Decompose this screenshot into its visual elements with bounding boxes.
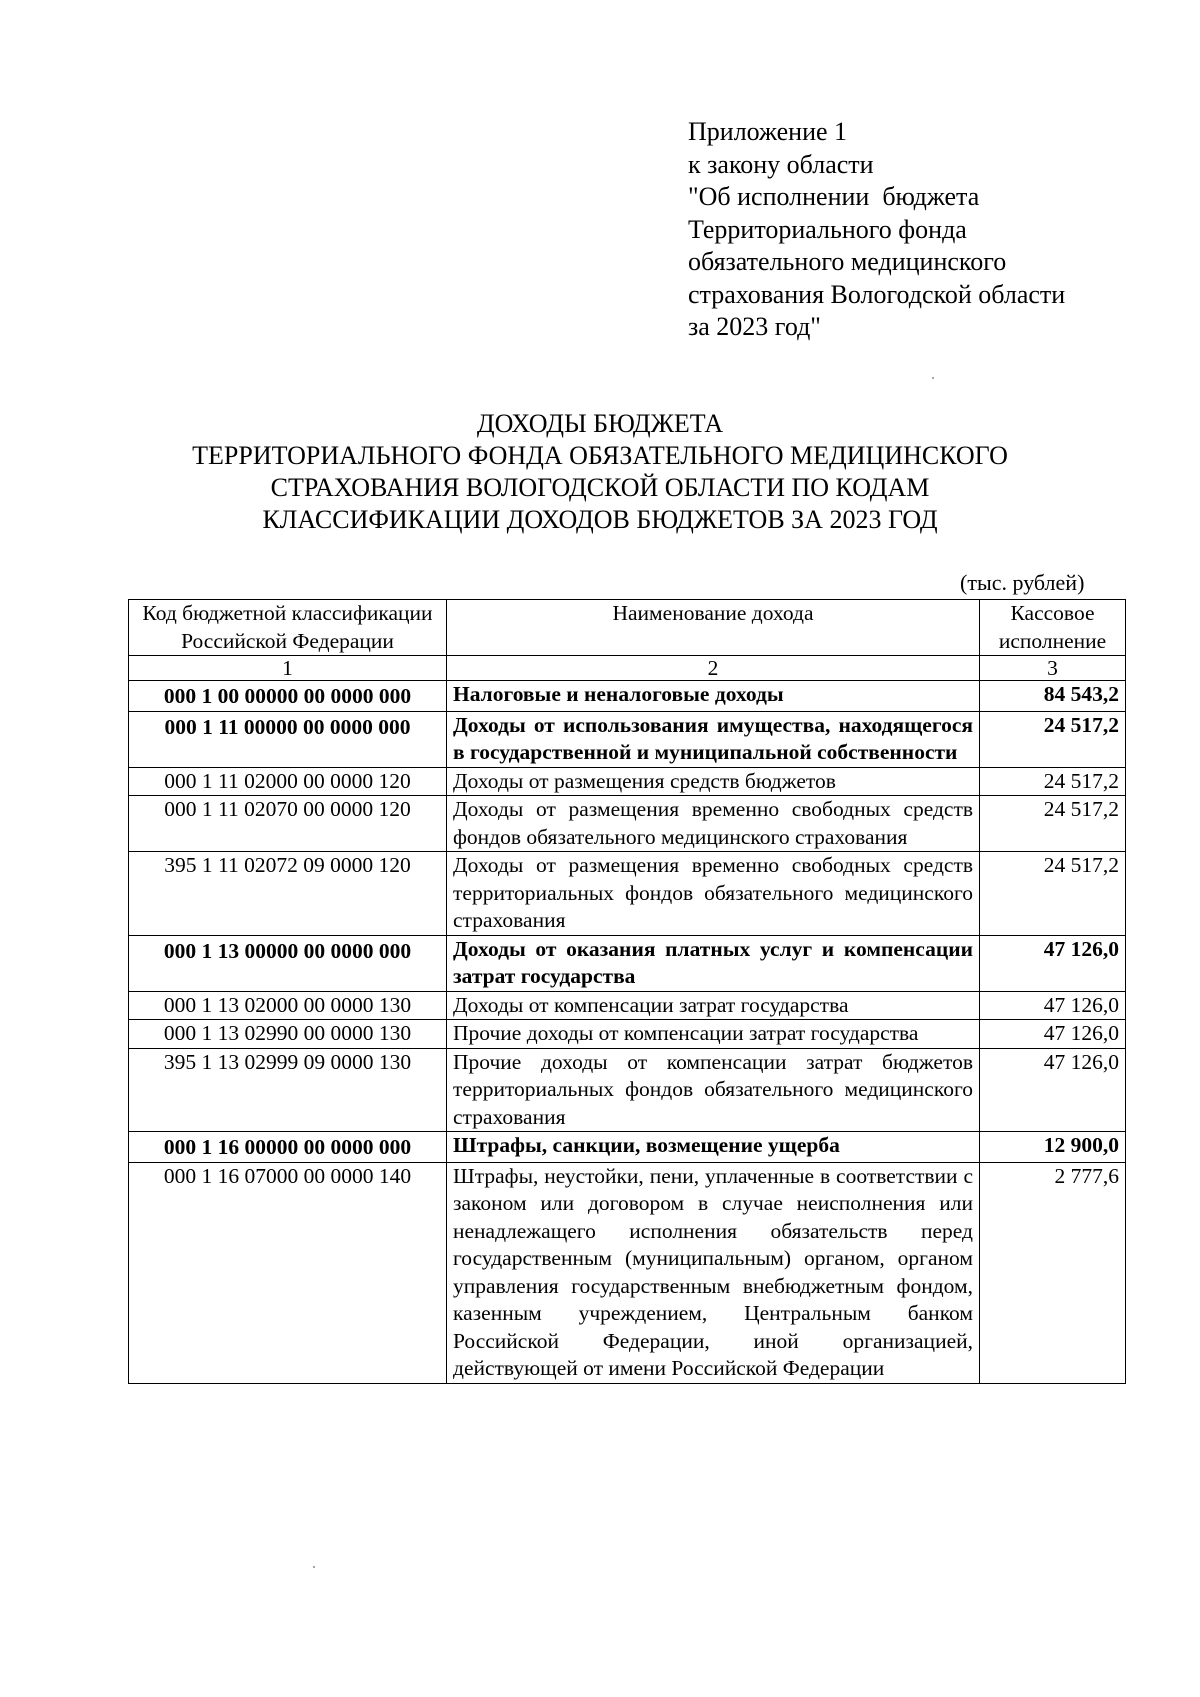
- row-amount: 12 900,0: [980, 1132, 1126, 1163]
- scan-speck: [932, 377, 934, 379]
- units-label: (тыс. рублей): [960, 570, 1085, 595]
- row-name: Доходы от оказания платных услуг и компенсации затрат государства: [447, 935, 980, 991]
- appendix-line: обязательного медицинского: [688, 247, 1007, 276]
- appendix-line: к закону области: [688, 149, 874, 179]
- row-amount: 47 126,0: [980, 991, 1126, 1020]
- column-number: 2: [447, 656, 980, 681]
- title-line: КЛАССИФИКАЦИИ ДОХОДОВ БЮДЖЕТОВ ЗА 2023 ГОД: [262, 505, 938, 534]
- table-row: [129, 1132, 1126, 1163]
- row-amount: 84 543,2: [980, 681, 1126, 712]
- row-code: 000 1 11 00000 00 0000 000: [129, 711, 447, 767]
- row-name: Доходы от использования имущества, находящегося в государственной и муниципальной собственности: [447, 711, 980, 767]
- row-code: 000 1 13 02990 00 0000 130: [129, 1020, 447, 1049]
- title-line: СТРАХОВАНИЯ ВОЛОГОДСКОЙ ОБЛАСТИ ПО КОДАМ: [270, 473, 930, 502]
- table-row: [129, 935, 1126, 991]
- row-code: 395 1 11 02072 09 0000 120: [129, 852, 447, 936]
- table-row: [129, 1162, 1126, 1383]
- header-name: Наименование дохода: [447, 600, 980, 656]
- appendix-line: "Об исполнении бюджета: [688, 182, 980, 211]
- row-name: Прочие доходы от компенсации затрат государства: [447, 1020, 980, 1049]
- row-code: 395 1 13 02999 09 0000 130: [129, 1048, 447, 1132]
- header-amount: Кассовое исполнение: [980, 600, 1126, 656]
- row-code: 000 1 13 02000 00 0000 130: [129, 991, 447, 1020]
- title-line: ДОХОДЫ БЮДЖЕТА: [476, 409, 724, 438]
- table-body: [129, 681, 1126, 1384]
- table-row: [129, 681, 1126, 712]
- row-code: 000 1 16 07000 00 0000 140: [129, 1162, 447, 1383]
- row-code: 000 1 13 00000 00 0000 000: [129, 935, 447, 991]
- appendix-line: за 2023 год": [688, 312, 821, 341]
- row-code: 000 1 11 02000 00 0000 120: [129, 767, 447, 796]
- title-line: ТЕРРИТОРИАЛЬНОГО ФОНДА ОБЯЗАТЕЛЬНОГО МЕДИЦИНСКОГО: [192, 441, 1008, 470]
- row-amount: 47 126,0: [980, 1048, 1126, 1132]
- row-amount: 24 517,2: [980, 852, 1126, 936]
- row-amount: 24 517,2: [980, 711, 1126, 767]
- row-amount: 47 126,0: [980, 1020, 1126, 1049]
- row-name: Штрафы, неустойки, пени, уплаченные в соответствии с законом или договором в случае неисполнения или ненадлежащего исполнения обязательств перед государственным (муниципальным) органом, органом управления государственным внебюджетным фондом, казенным учреждением, Центральным банком Российской Федерации, иной организацией, действующей от имени Российской Федерации: [447, 1162, 980, 1383]
- table-row: [129, 1020, 1126, 1049]
- row-name: Доходы от размещения временно свободных средств территориальных фондов обязательного медицинского страхования: [447, 852, 980, 936]
- income-table: [128, 599, 1126, 1384]
- row-code: 000 1 00 00000 00 0000 000: [129, 681, 447, 712]
- table-row: [129, 852, 1126, 936]
- table-row: [129, 711, 1126, 767]
- row-name: Доходы от размещения средств бюджетов: [447, 767, 980, 796]
- row-amount: 24 517,2: [980, 796, 1126, 852]
- row-name: Доходы от размещения временно свободных средств фондов обязательного медицинского страхования: [447, 796, 980, 852]
- row-name: Налоговые и неналоговые доходы: [447, 681, 980, 712]
- appendix-line: страхования Вологодской области: [688, 279, 1066, 309]
- scan-speck: [313, 1566, 315, 1568]
- row-name: Прочие доходы от компенсации затрат бюджетов территориальных фондов обязательного медицинского страхования: [447, 1048, 980, 1132]
- table-header-row: [129, 600, 1126, 656]
- row-code: 000 1 16 00000 00 0000 000: [129, 1132, 447, 1163]
- appendix-line: Территориального фонда: [688, 214, 967, 244]
- row-amount: 2 777,6: [980, 1162, 1126, 1383]
- row-code: 000 1 11 02070 00 0000 120: [129, 796, 447, 852]
- column-number-row: [129, 656, 1126, 681]
- column-number: 3: [980, 656, 1126, 681]
- document-title: [150, 408, 1050, 536]
- column-number: 1: [129, 656, 447, 681]
- row-amount: 24 517,2: [980, 767, 1126, 796]
- appendix-block: [688, 116, 1128, 344]
- header-code: Код бюджетной классификации Российской Федерации: [129, 600, 447, 656]
- table-row: [129, 1048, 1126, 1132]
- row-name: Штрафы, санкции, возмещение ущерба: [447, 1132, 980, 1163]
- table-row: [129, 767, 1126, 796]
- row-name: Доходы от компенсации затрат государства: [447, 991, 980, 1020]
- appendix-line: Приложение 1: [688, 117, 848, 146]
- table-row: [129, 991, 1126, 1020]
- row-amount: 47 126,0: [980, 935, 1126, 991]
- table-row: [129, 796, 1126, 852]
